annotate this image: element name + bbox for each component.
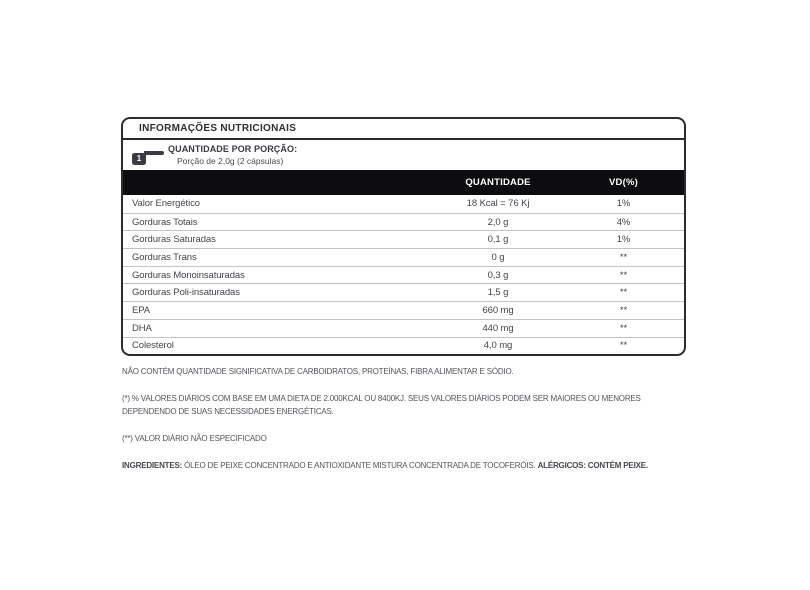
row-dv: ** bbox=[619, 287, 628, 299]
ingredients-text: ÓLEO DE PEIXE CONCENTRADO E ANTIOXIDANTE MISTURA CONCENTRADA DE TOCOFERÓIS. bbox=[182, 461, 538, 470]
header-dv: VD(%) bbox=[609, 177, 638, 188]
table-row bbox=[123, 266, 684, 284]
row-dv: ** bbox=[619, 340, 628, 352]
row-name: Colesterol bbox=[132, 340, 174, 352]
scoop-handle bbox=[144, 151, 164, 155]
row-name: EPA bbox=[132, 304, 151, 316]
nutrition-table bbox=[121, 117, 686, 356]
table-header bbox=[123, 170, 684, 195]
row-name: Gorduras Saturadas bbox=[132, 234, 216, 246]
row-quantity: 0,3 g bbox=[487, 269, 509, 281]
allergens-text: ALÉRGICOS: CONTÉM PEIXE. bbox=[537, 461, 648, 470]
table-row bbox=[123, 283, 684, 301]
row-dv: 4% bbox=[616, 216, 631, 228]
row-quantity: 18 Kcal = 76 Kj bbox=[466, 198, 530, 210]
row-dv: ** bbox=[619, 304, 628, 316]
row-dv: ** bbox=[619, 269, 628, 281]
header-quantity: QUANTIDADE bbox=[465, 177, 531, 188]
table-row bbox=[123, 195, 684, 213]
row-name: Gorduras Trans bbox=[132, 251, 197, 263]
scoop-icon bbox=[132, 149, 166, 166]
table-body bbox=[123, 195, 684, 354]
table-row bbox=[123, 337, 684, 355]
serving-section bbox=[123, 140, 684, 170]
note-not-specified: (**) VALOR DIÁRIO NÃO ESPECIFICADO bbox=[122, 434, 267, 443]
row-dv: ** bbox=[619, 322, 628, 334]
row-quantity: 0 g bbox=[491, 251, 505, 263]
table-row bbox=[123, 301, 684, 319]
row-name: Gorduras Monoinsaturadas bbox=[132, 269, 245, 281]
ingredients-line bbox=[122, 459, 689, 472]
note-no-significant: NÃO CONTÉM QUANTIDADE SIGNIFICATIVA DE CARBOIDRATOS, PROTEÍNAS, FIBRA ALIMENTAR E SÓDIO. bbox=[122, 367, 514, 376]
table-row bbox=[123, 213, 684, 231]
row-quantity: 2,0 g bbox=[487, 216, 509, 228]
row-quantity: 4,0 mg bbox=[483, 340, 513, 352]
serving-label: QUANTIDADE POR PORÇÃO: bbox=[168, 144, 298, 154]
note-daily-values: (*) % VALORES DIÁRIOS COM BASE EM UMA DIETA DE 2.000KCAL OU 8400KJ. SEUS VALORES DIÁRIOS PODEM SER MAIORES OU MENORES DEPENDENDO DE SUAS NECESSIDADES ENERGÉTICAS. bbox=[122, 394, 641, 416]
table-row bbox=[123, 248, 684, 266]
table-row bbox=[123, 230, 684, 248]
row-dv: 1% bbox=[616, 198, 631, 210]
footnotes bbox=[122, 365, 689, 486]
row-name: Gorduras Totais bbox=[132, 216, 198, 228]
row-quantity: 440 mg bbox=[482, 322, 514, 334]
row-quantity: 660 mg bbox=[482, 304, 514, 316]
table-title: INFORMAÇÕES NUTRICIONAIS bbox=[123, 119, 684, 140]
row-dv: ** bbox=[619, 251, 628, 263]
ingredients-label: INGREDIENTES: bbox=[122, 461, 183, 470]
row-name: DHA bbox=[132, 322, 152, 334]
table-row bbox=[123, 319, 684, 337]
row-quantity: 1,5 g bbox=[487, 287, 509, 299]
scoop-number: 1 bbox=[132, 153, 146, 165]
row-name: Gorduras Poli-insaturadas bbox=[132, 287, 240, 299]
serving-sublabel: Porção de 2,0g (2 cápsulas) bbox=[177, 156, 284, 166]
row-name: Valor Energético bbox=[132, 198, 200, 210]
row-dv: 1% bbox=[616, 234, 631, 246]
row-quantity: 0,1 g bbox=[487, 234, 509, 246]
